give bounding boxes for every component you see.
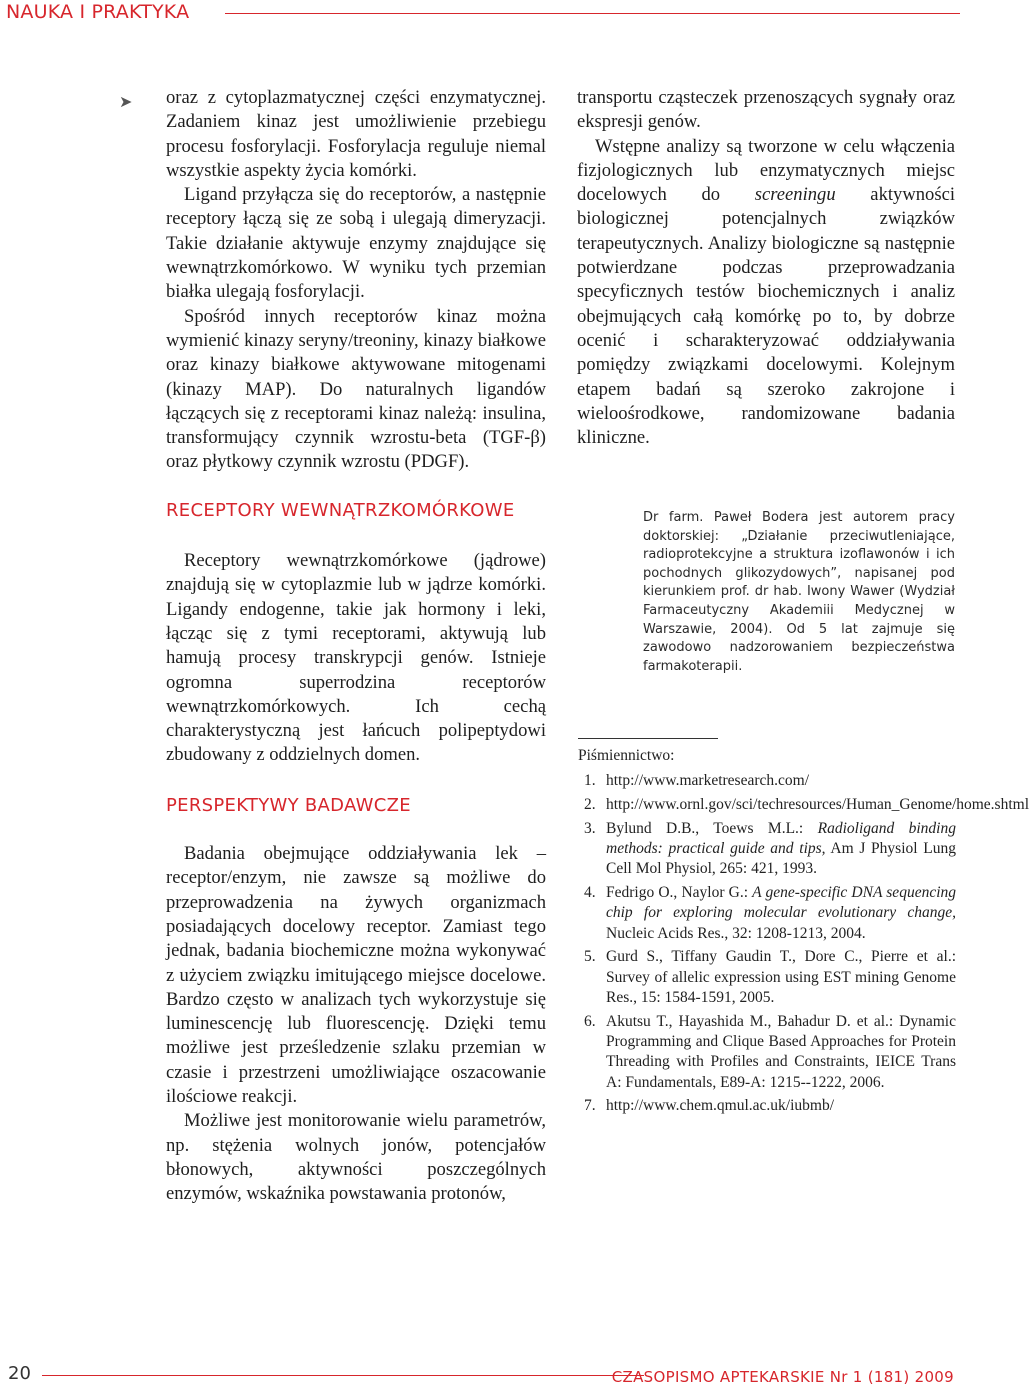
paragraph: [577, 135, 955, 451]
author-bio: Dr farm. Paweł Bodera jest autorem pracy doktorskiej: „Działanie przeciwutleniające, radioprotekcyjne a struktura izoflawonów i ich pochodnych glikozydowych”, napisanej pod kierunkiem prof. dr hab. Iwony Wawer (Wydział Farmaceutyczny Akademiii Medycznej w Warszawie, 2004). Od 5 lat zajmuje się zawodowo nadzorowaniem bezpieczeństwa farmakoterapii.: [643, 510, 955, 674]
references-title: Piśmiennictwo:: [578, 747, 675, 764]
reference-item: [584, 947, 956, 1008]
paragraph: Spośród innych receptorów kinaz można wymienić kinazy seryny/treoniny, kinazy białkowe oraz kinazy białkowe aktywowane mitogenami (kinazy MAP). Do naturalnych ligandów łączących się z receptorami kinaz należą: insulina, transformujący czynnik wzrostu-beta (TGF-β) oraz płytkowy czynnik wzrostu (PDGF).: [166, 305, 546, 473]
paragraph-text: aktywności biologicznej potencjalnych związków terapeutycznych. Analizy biologiczne są następnie potwierdzane podczas przeprowadzania specyficznych testów biochemicznych i analiz obejmujących całą komórkę po to, by dobrze ocenić i scharakteryzować oddziaływania pomiędzy związkami docelowymi. Kolejnym etapem badań są szeroko zakrojone i wieloośrodkowe, randomizowane badania kliniczne.: [577, 184, 955, 449]
right-column: [577, 86, 955, 450]
paragraph: Receptory wewnątrzkomórkowe (jądrowe) znajdują się w cytoplazmie lub w jądrze komórki. Ligandy endogenne, takie jak hormony i leki, łącząc się z tymi receptorami, aktywują lub hamują procesy transkrypcji genów. Istnieje ogromna superrodzina receptorów wewnątrzkomórkowych. Ich cechą charakterystyczną jest łańcuch polipeptydowi zbudowany z oddzielnych domen.: [166, 550, 546, 766]
reference-item: [584, 1096, 956, 1116]
reference-text: Gurd S., Tiffany Gaudin T., Dore C., Pierre et al.: Survey of allelic expression using EST mining Genome Res., 15: 1584-1591, 2005.: [606, 948, 956, 1006]
reference-item: [584, 771, 956, 791]
reference-source: Nucleic Acids Res., 32: 1208-1213, 2004.: [606, 924, 866, 942]
journal-name: CZASOPISMO APTEKARSKIE Nr 1 (181) 2009: [611, 1368, 954, 1386]
left-column: [166, 86, 546, 1206]
header-rule: [225, 13, 960, 14]
references-divider: [578, 738, 718, 739]
paragraph: Badania obejmujące oddziaływania lek – receptor/enzym, nie zawsze są możliwe do przeprowadzenia na żywych organizmach posiadających docelowy receptor. Zamiast tego jednak, badania biochemiczne można wykonywać z użyciem związku imitującego miejsce docelowe. Bardzo często w analizach tych wykorzystuje się luminescencję lub fluorescencję. Dzięki temu możliwe jest prześledzenie szlaku przemian w czasie i przestrzeni umożliwiające oszacowanie ilościowe reakcji.: [166, 843, 546, 1107]
reference-number: 3.: [584, 819, 596, 837]
section-heading-research-perspectives: PERSPEKTYWY BADAWCZE: [166, 794, 411, 816]
footer-rule: [42, 1375, 644, 1376]
reference-number: 6.: [584, 1012, 596, 1030]
paragraph-text: Wstępne analizy są tworzone w celu włączenia fizjologicznych lub enzymatycznych miejsc docelowych do: [577, 135, 955, 206]
reference-number: 5.: [584, 948, 596, 966]
reference-number: 7.: [584, 1097, 596, 1115]
italic-term: screeningu: [754, 184, 836, 206]
reference-item: [584, 795, 1029, 815]
reference-number: 1.: [584, 772, 596, 789]
paragraph: transportu cząsteczek przenoszących sygnały oraz ekspresji genów.: [577, 87, 955, 133]
reference-text: Akutsu T., Hayashida M., Bahadur D. et al.: Dynamic Programming and Clique Based Approaches for Protein Threading with Profiles and Constraints, IEICE Trans A: Fundamentals, E89-A: 1215--1222, 2006.: [606, 1012, 956, 1091]
reference-source: Am J Physiol Lung Cell Mol Physiol, 265: 421, 1993.: [606, 839, 956, 878]
reference-text: http://www.marketresearch.com/: [606, 772, 810, 789]
reference-number: 2.: [584, 795, 596, 813]
section-title: NAUKA I PRAKTYKA: [6, 1, 190, 23]
reference-item: [584, 1012, 956, 1093]
reference-item: [584, 883, 956, 944]
page-number: 20: [8, 1363, 31, 1384]
reference-authors: Fedrigo O., Naylor G.:: [606, 883, 753, 901]
continuation-arrow-icon: ➤: [119, 92, 133, 111]
section-heading-intracellular-receptors: RECEPTORY WEWNĄTRZKOMÓRKOWE: [166, 499, 515, 521]
reference-text: http://www.chem.qmul.ac.uk/iubmb/: [606, 1097, 835, 1115]
reference-text: http://www.ornl.gov/sci/techresources/Human_Genome/home.shtml: [606, 795, 1029, 813]
reference-authors: Bylund D.B., Toews M.L.:: [606, 819, 818, 837]
paragraph: oraz z cytoplazmatycznej części enzymatycznej. Zadaniem kinaz jest umożliwienie przebiegu procesu fosforylacji. Fosforylacja reguluje niemal wszystkie aspekty życia komórki.: [166, 87, 546, 181]
reference-title: A gene-specific DNA sequencing chip for exploring molecular evolutionary change,: [606, 883, 957, 922]
reference-item: [584, 819, 956, 880]
paragraph: Możliwe jest monitorowanie wielu parametrów, np. stężenia wolnych jonów, potencjałów błonowych, aktywności poszczególnych enzymów, wskaźnika powstawania protonów,: [166, 1110, 546, 1205]
paragraph: Ligand przyłącza się do receptorów, a następnie receptory łączą się ze sobą i ulegają dimeryzacji. Takie działanie aktywuje enzymy znajdujące się wewnątrzkomórkowo. W wyniku tych przemian białka ulegają fosforylacji.: [166, 184, 546, 303]
reference-number: 4.: [584, 883, 596, 901]
reference-title: Radioligand binding methods: practical guide and tips,: [606, 819, 956, 857]
references-list: [584, 771, 1029, 1120]
page-header: [0, 0, 960, 26]
